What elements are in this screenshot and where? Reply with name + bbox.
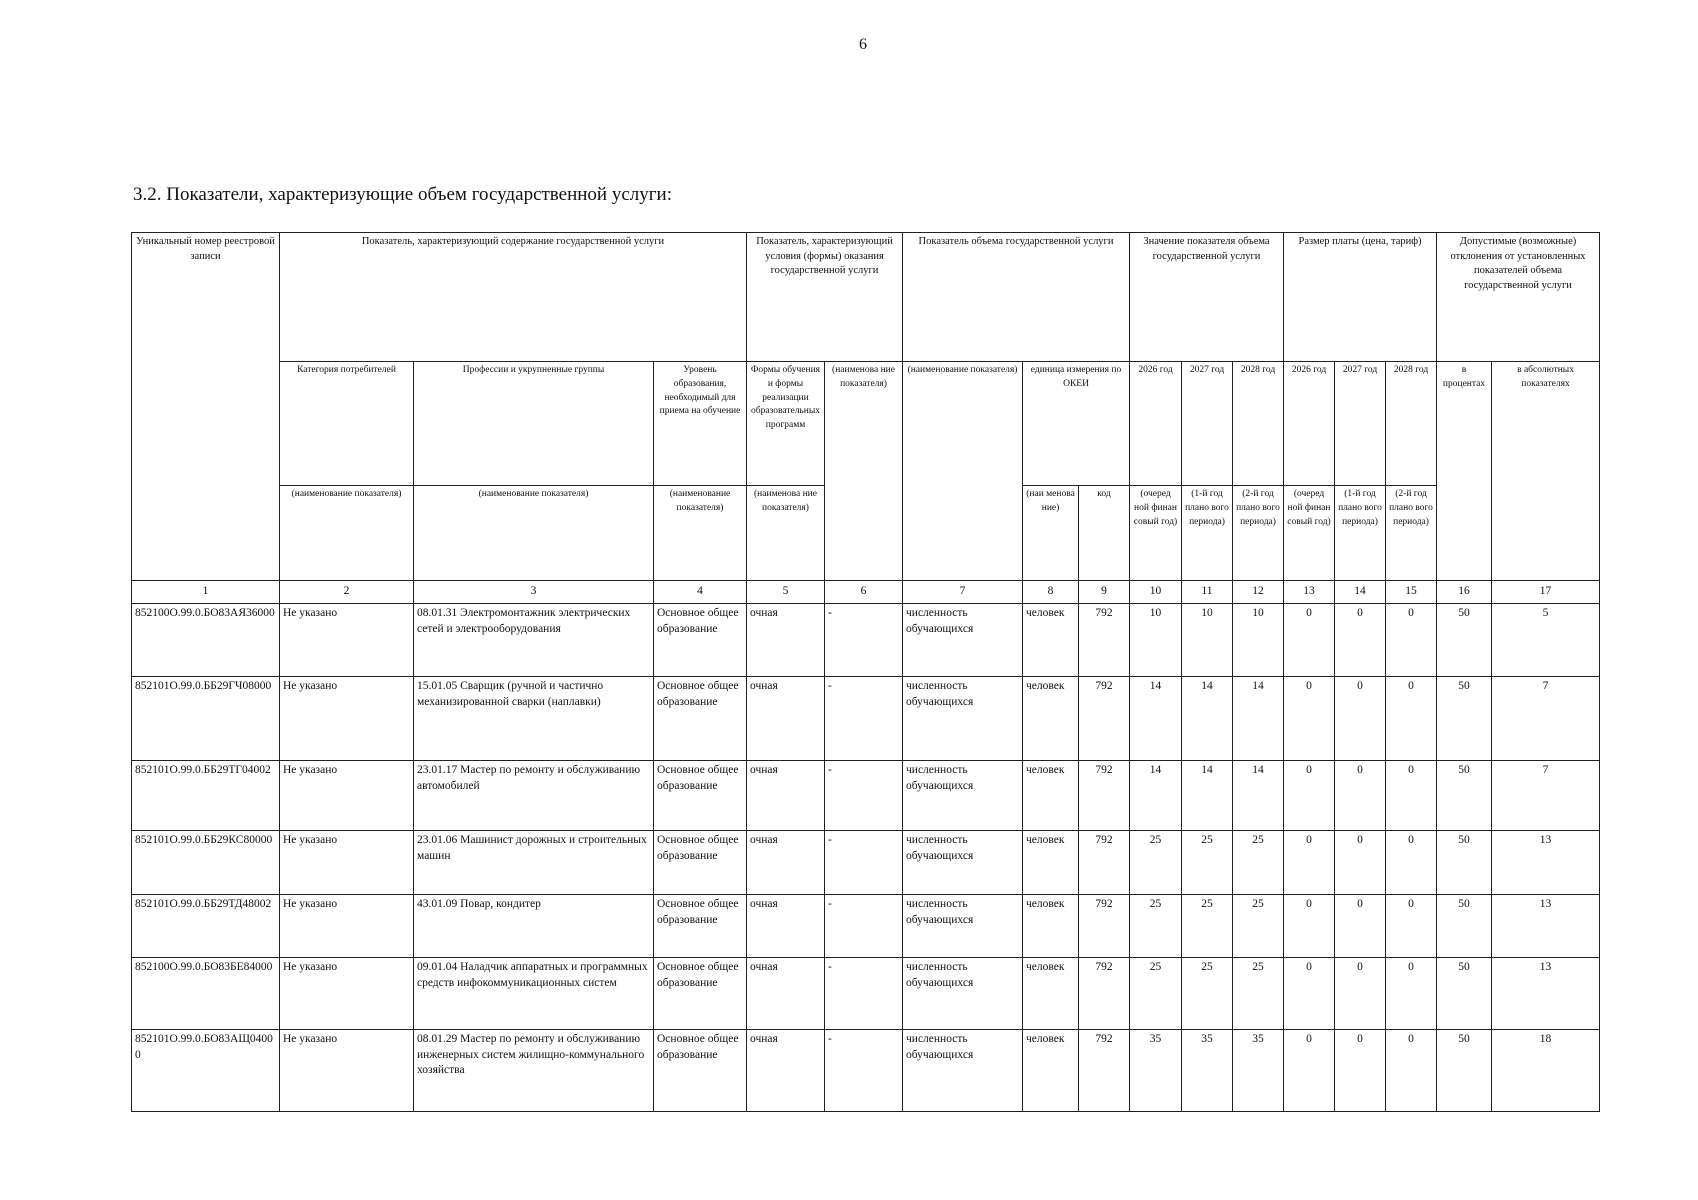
column-number: 16: [1437, 581, 1492, 604]
unit-code: 792: [1079, 958, 1130, 1030]
header-name-indicator-2: (наименование показателя): [280, 486, 414, 581]
deviation-absolute: 5: [1492, 604, 1600, 677]
value-2028: 10: [1233, 604, 1284, 677]
header-name-indicator-7: (наименование показателя): [903, 362, 1023, 581]
volume-indicator-name: численность обучающихся: [903, 761, 1023, 831]
unit-name: человек: [1023, 677, 1079, 761]
table-row: [132, 604, 1600, 677]
registry-number: 852100О.99.0.БО83БЕ84000: [132, 958, 280, 1030]
fee-2026: 0: [1284, 831, 1335, 895]
profession-name: 15.01.05 Сварщик (ручной и частично механизированной сварки (наплавки): [414, 677, 654, 761]
header-fee-fin-year: (очеред ной финан совый год): [1284, 486, 1335, 581]
deviation-absolute: 7: [1492, 677, 1600, 761]
indicator-6-value: -: [825, 604, 903, 677]
value-2027: 25: [1182, 831, 1233, 895]
volume-indicator-name: численность обучающихся: [903, 831, 1023, 895]
value-2026: 14: [1130, 761, 1182, 831]
fee-2028: 0: [1386, 895, 1437, 958]
header-year-2028: 2028 год: [1233, 362, 1284, 486]
fee-2026: 0: [1284, 958, 1335, 1030]
header-absolute: в абсолютных показателях: [1492, 362, 1600, 581]
registry-number: 852101О.99.0.ББ29ГЧ08000: [132, 677, 280, 761]
deviation-percent: 50: [1437, 761, 1492, 831]
header-conditions-indicator: Показатель, характеризующий условия (формы) оказания государственной услуги: [747, 233, 903, 362]
table-row: [132, 1030, 1600, 1112]
profession-name: 09.01.04 Наладчик аппаратных и программных средств инфокоммуникационных систем: [414, 958, 654, 1030]
column-number: 4: [654, 581, 747, 604]
value-2027: 14: [1182, 761, 1233, 831]
column-number: 7: [903, 581, 1023, 604]
fee-2026: 0: [1284, 677, 1335, 761]
header-name-indicator-5: (наименова ние показателя): [747, 486, 825, 581]
table-row: [132, 677, 1600, 761]
unit-code: 792: [1079, 761, 1130, 831]
column-number: 5: [747, 581, 825, 604]
profession-name: 43.01.09 Повар, кондитер: [414, 895, 654, 958]
header-year-2026: 2026 год: [1130, 362, 1182, 486]
indicator-6-value: -: [825, 895, 903, 958]
value-2027: 35: [1182, 1030, 1233, 1112]
header-volume-value: Значение показателя объема государственной услуги: [1130, 233, 1284, 362]
value-2026: 35: [1130, 1030, 1182, 1112]
indicator-6-value: -: [825, 677, 903, 761]
indicator-6-value: -: [825, 958, 903, 1030]
column-number: 13: [1284, 581, 1335, 604]
header-fee-year-2027: 2027 год: [1335, 362, 1386, 486]
education-level: Основное общее образование: [654, 895, 747, 958]
education-level: Основное общее образование: [654, 604, 747, 677]
unit-name: человек: [1023, 761, 1079, 831]
unit-name: человек: [1023, 895, 1079, 958]
fee-2028: 0: [1386, 761, 1437, 831]
header-name-indicator-4: (наименование показателя): [654, 486, 747, 581]
value-2027: 14: [1182, 677, 1233, 761]
consumer-category: Не указано: [280, 677, 414, 761]
volume-indicator-name: численность обучающихся: [903, 895, 1023, 958]
table-body: [132, 604, 1600, 1112]
education-level: Основное общее образование: [654, 761, 747, 831]
header-name-indicator-6: (наименова ние показателя): [825, 362, 903, 581]
header-consumers: Категория потребителей: [280, 362, 414, 486]
fee-2027: 0: [1335, 831, 1386, 895]
column-number: 1: [132, 581, 280, 604]
registry-number: 852100О.99.0.БО83АЯ36000: [132, 604, 280, 677]
profession-name: 23.01.06 Машинист дорожных и строительных машин: [414, 831, 654, 895]
study-form: очная: [747, 1030, 825, 1112]
column-number: 9: [1079, 581, 1130, 604]
volume-indicator-name: численность обучающихся: [903, 1030, 1023, 1112]
deviation-absolute: 18: [1492, 1030, 1600, 1112]
table-row: [132, 831, 1600, 895]
consumer-category: Не указано: [280, 831, 414, 895]
fee-2028: 0: [1386, 1030, 1437, 1112]
registry-number: 852101О.99.0.БО83АЩ04000: [132, 1030, 280, 1112]
header-name-indicator-3: (наименование показателя): [414, 486, 654, 581]
header-fee-plan-year-1: (1-й год плано вого периода): [1335, 486, 1386, 581]
header-percent: в процентах: [1437, 362, 1492, 581]
deviation-percent: 50: [1437, 677, 1492, 761]
education-level: Основное общее образование: [654, 831, 747, 895]
fee-2026: 0: [1284, 895, 1335, 958]
volume-indicator-name: численность обучающихся: [903, 958, 1023, 1030]
education-level: Основное общее образование: [654, 1030, 747, 1112]
column-number: 2: [280, 581, 414, 604]
value-2027: 10: [1182, 604, 1233, 677]
fee-2027: 0: [1335, 677, 1386, 761]
value-2026: 25: [1130, 895, 1182, 958]
header-content-indicator: Показатель, характеризующий содержание государственной услуги: [280, 233, 747, 362]
header-fee-year-2026: 2026 год: [1284, 362, 1335, 486]
column-number: 12: [1233, 581, 1284, 604]
study-form: очная: [747, 761, 825, 831]
value-2028: 35: [1233, 1030, 1284, 1112]
indicator-6-value: -: [825, 1030, 903, 1112]
volume-indicator-name: численность обучающихся: [903, 604, 1023, 677]
deviation-absolute: 13: [1492, 958, 1600, 1030]
deviation-absolute: 7: [1492, 761, 1600, 831]
fee-2026: 0: [1284, 761, 1335, 831]
deviation-percent: 50: [1437, 895, 1492, 958]
fee-2028: 0: [1386, 831, 1437, 895]
header-deviations: Допустимые (возможные) отклонения от установленных показателей объема государственной услуги: [1437, 233, 1600, 362]
value-2028: 25: [1233, 895, 1284, 958]
fee-2028: 0: [1386, 677, 1437, 761]
value-2028: 14: [1233, 677, 1284, 761]
table-row: [132, 895, 1600, 958]
page-number: 6: [859, 36, 867, 53]
fee-2027: 0: [1335, 895, 1386, 958]
header-volume-indicator: Показатель объема государственной услуги: [903, 233, 1130, 362]
header-professions: Профессии и укрупненные группы: [414, 362, 654, 486]
value-2028: 25: [1233, 831, 1284, 895]
fee-2027: 0: [1335, 761, 1386, 831]
fee-2027: 0: [1335, 604, 1386, 677]
study-form: очная: [747, 831, 825, 895]
column-number: 14: [1335, 581, 1386, 604]
deviation-absolute: 13: [1492, 831, 1600, 895]
consumer-category: Не указано: [280, 1030, 414, 1112]
unit-code: 792: [1079, 1030, 1130, 1112]
column-number-row: [132, 581, 1600, 604]
unit-code: 792: [1079, 677, 1130, 761]
header-plan-year-2: (2-й год плано вого периода): [1233, 486, 1284, 581]
header-fee-plan-year-2: (2-й год плано вого периода): [1386, 486, 1437, 581]
consumer-category: Не указано: [280, 958, 414, 1030]
fee-2027: 0: [1335, 1030, 1386, 1112]
unit-code: 792: [1079, 831, 1130, 895]
fee-2026: 0: [1284, 604, 1335, 677]
education-level: Основное общее образование: [654, 958, 747, 1030]
profession-name: 23.01.17 Мастер по ремонту и обслуживанию автомобилей: [414, 761, 654, 831]
unit-code: 792: [1079, 895, 1130, 958]
table-row: [132, 761, 1600, 831]
consumer-category: Не указано: [280, 895, 414, 958]
header-education-level: Уровень образования, необходимый для приема на обучение: [654, 362, 747, 486]
header-year-2027: 2027 год: [1182, 362, 1233, 486]
unit-code: 792: [1079, 604, 1130, 677]
section-title: 3.2. Показатели, характеризующие объем государственной услуги:: [133, 184, 673, 205]
volume-indicators-table: [131, 232, 1600, 1112]
value-2027: 25: [1182, 958, 1233, 1030]
indicator-6-value: -: [825, 831, 903, 895]
header-fee-year-2028: 2028 год: [1386, 362, 1437, 486]
column-number: 15: [1386, 581, 1437, 604]
deviation-percent: 50: [1437, 604, 1492, 677]
study-form: очная: [747, 895, 825, 958]
consumer-category: Не указано: [280, 761, 414, 831]
study-form: очная: [747, 677, 825, 761]
unit-name: человек: [1023, 831, 1079, 895]
header-fee-size: Размер платы (цена, тариф): [1284, 233, 1437, 362]
registry-number: 852101О.99.0.ББ29ТД48002: [132, 895, 280, 958]
profession-name: 08.01.29 Мастер по ремонту и обслуживанию инженерных систем жилищно-коммунального хозяйства: [414, 1030, 654, 1112]
column-number: 11: [1182, 581, 1233, 604]
value-2028: 25: [1233, 958, 1284, 1030]
header-unit-name: (наи менова ние): [1023, 486, 1079, 581]
column-number: 6: [825, 581, 903, 604]
value-2028: 14: [1233, 761, 1284, 831]
fee-2027: 0: [1335, 958, 1386, 1030]
header-unique-no: Уникальный номер реестровой записи: [132, 233, 280, 581]
deviation-percent: 50: [1437, 958, 1492, 1030]
column-number: 3: [414, 581, 654, 604]
fee-2028: 0: [1386, 604, 1437, 677]
volume-indicator-name: численность обучающихся: [903, 677, 1023, 761]
unit-name: человек: [1023, 958, 1079, 1030]
value-2026: 25: [1130, 831, 1182, 895]
table-row: [132, 958, 1600, 1030]
deviation-percent: 50: [1437, 831, 1492, 895]
profession-name: 08.01.31 Электромонтажник электрических сетей и электрооборудования: [414, 604, 654, 677]
column-number: 10: [1130, 581, 1182, 604]
registry-number: 852101О.99.0.ББ29ТГ04002: [132, 761, 280, 831]
header-plan-year-1: (1-й год плано вого периода): [1182, 486, 1233, 581]
deviation-absolute: 13: [1492, 895, 1600, 958]
value-2026: 10: [1130, 604, 1182, 677]
value-2026: 25: [1130, 958, 1182, 1030]
registry-number: 852101О.99.0.ББ29КС80000: [132, 831, 280, 895]
column-number: 17: [1492, 581, 1600, 604]
header-unit-okei: единица измерения по ОКЕИ: [1023, 362, 1130, 486]
header-study-forms: Формы обучения и формы реализации образовательных программ: [747, 362, 825, 486]
consumer-category: Не указано: [280, 604, 414, 677]
unit-name: человек: [1023, 1030, 1079, 1112]
column-number: 8: [1023, 581, 1079, 604]
education-level: Основное общее образование: [654, 677, 747, 761]
header-fin-year: (очеред ной финан совый год): [1130, 486, 1182, 581]
study-form: очная: [747, 604, 825, 677]
deviation-percent: 50: [1437, 1030, 1492, 1112]
unit-name: человек: [1023, 604, 1079, 677]
value-2027: 25: [1182, 895, 1233, 958]
fee-2026: 0: [1284, 1030, 1335, 1112]
indicator-6-value: -: [825, 761, 903, 831]
value-2026: 14: [1130, 677, 1182, 761]
header-unit-code: код: [1079, 486, 1130, 581]
study-form: очная: [747, 958, 825, 1030]
fee-2028: 0: [1386, 958, 1437, 1030]
